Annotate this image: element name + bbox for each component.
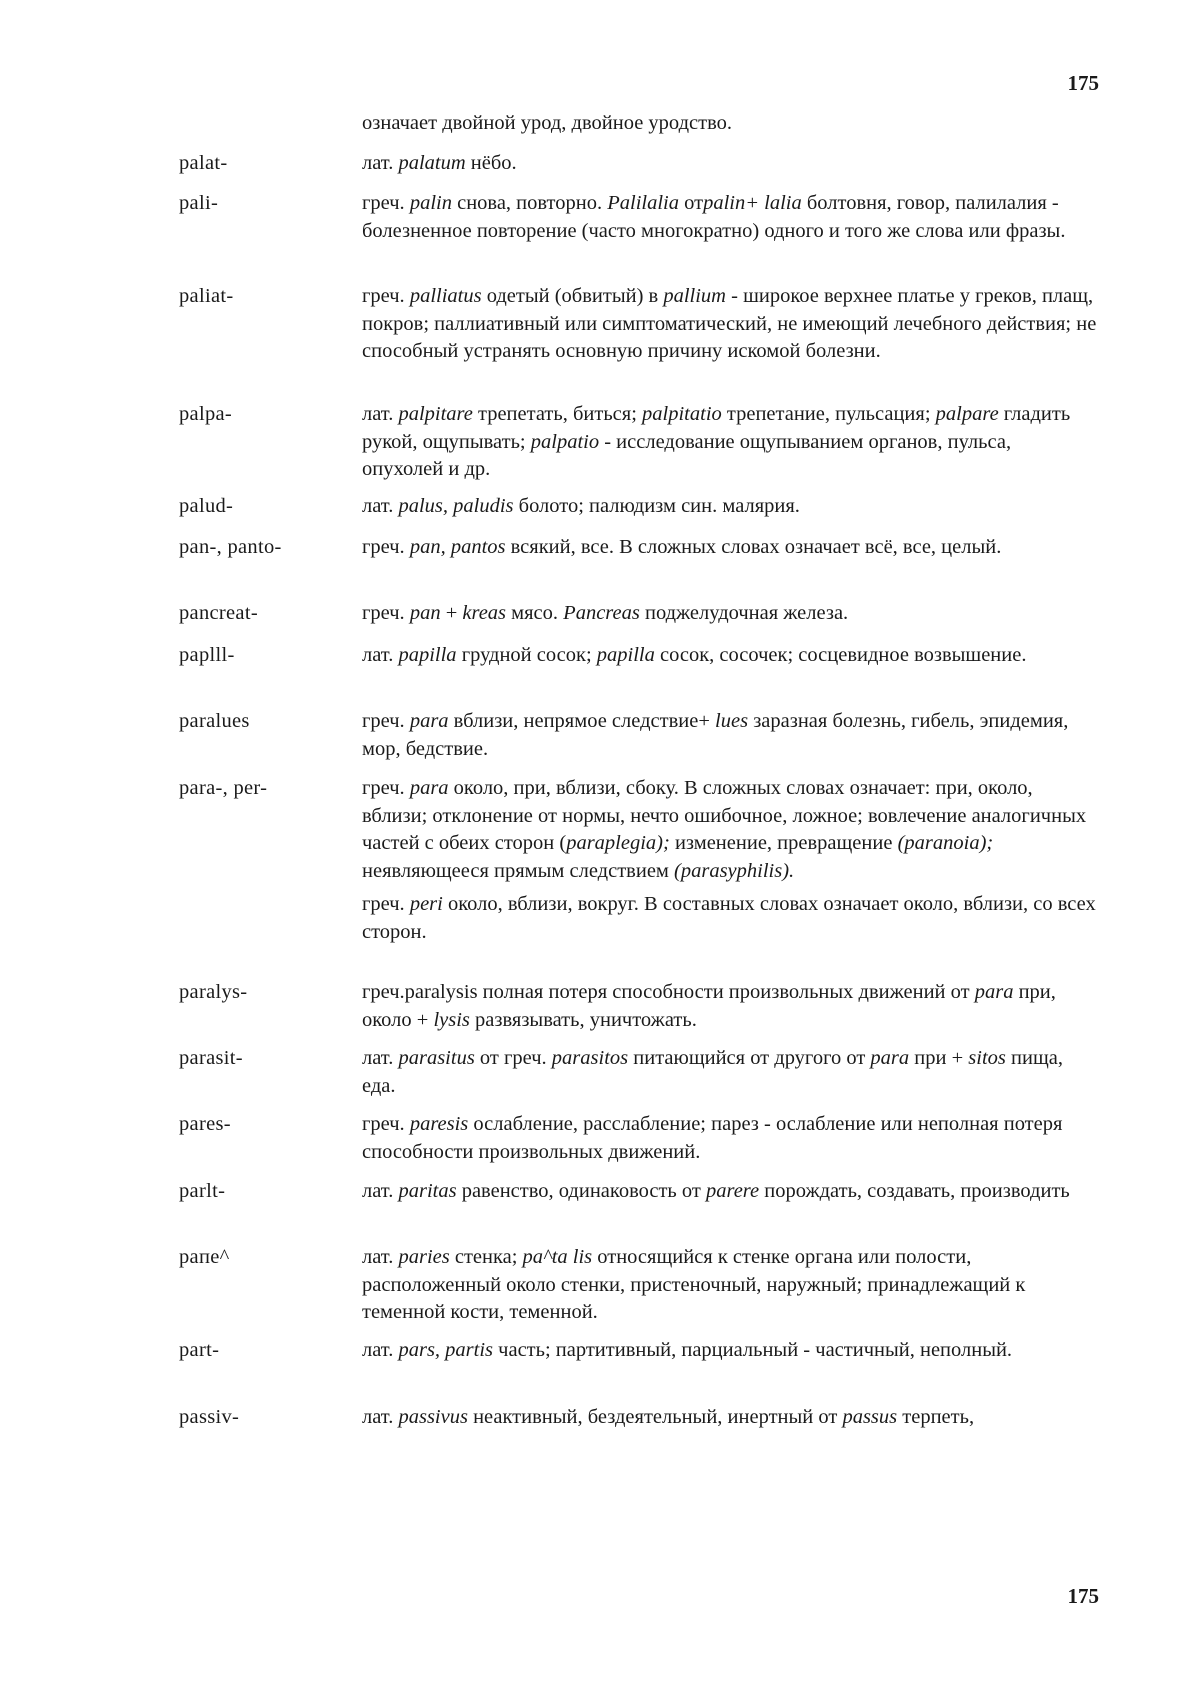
- entry-term: paralys-: [179, 981, 248, 1003]
- italic-term: para: [974, 981, 1014, 1003]
- definition-text: ослабление, расслабление; парез - ослабление или неполная потеря способности произвольных движений.: [362, 1113, 1063, 1163]
- definition-text: означает двойной урод, двойное уродство.: [362, 112, 732, 134]
- definition-text: гладить рукой, ощупывать;: [362, 403, 1071, 453]
- entry-term: part-: [179, 1339, 220, 1361]
- definition-text: около, вблизи, вокруг. В составных словах означает около, вблизи, со всех сторон.: [362, 893, 1096, 943]
- entry-term: paplll-: [179, 644, 235, 666]
- page-number-top: 175: [1067, 71, 1099, 95]
- definition-text: изменение, превращение: [669, 832, 898, 854]
- italic-term: pa^ta lis: [522, 1246, 593, 1268]
- italic-term: palus, paludis: [398, 495, 514, 517]
- definition-paragraph: [362, 110, 1097, 138]
- italic-term: palpitatio: [642, 403, 722, 425]
- entry-definition: [362, 493, 1097, 521]
- italic-term: paries: [398, 1246, 450, 1268]
- entry-definition: [362, 150, 1097, 178]
- definition-text: развязывать, уничтожать.: [469, 1008, 697, 1031]
- definition-text: равенство, одинаковость от: [456, 1180, 706, 1202]
- definition-paragraph: [362, 401, 1097, 484]
- italic-term: lysis: [433, 1008, 470, 1031]
- entry-term: pares-: [179, 1113, 231, 1135]
- italic-term: pars, partis: [398, 1339, 494, 1361]
- entry-term: parlt-: [179, 1180, 226, 1202]
- definition-paragraph: [362, 1337, 1097, 1365]
- italic-term: paraplegia);: [566, 832, 670, 854]
- entry-definition: [362, 1045, 1097, 1100]
- definition-text: греч.: [362, 602, 410, 624]
- entry-definition: [362, 110, 1097, 138]
- definition-paragraph: [362, 979, 1097, 1034]
- definition-text: питающийся от другого от: [628, 1047, 871, 1069]
- definition-text: лат.: [362, 152, 399, 174]
- definition-text: лат.: [362, 1246, 399, 1268]
- entry-definition: [362, 534, 1097, 562]
- italic-term: pallium: [663, 285, 726, 307]
- italic-term: Pancreas: [563, 602, 640, 624]
- definition-text: пища, еда.: [362, 1047, 1063, 1097]
- italic-term: parasitos: [551, 1047, 629, 1069]
- entry-term: pali-: [179, 192, 219, 214]
- definition-text: лат.: [362, 403, 399, 425]
- definition-text: греч.: [362, 192, 410, 214]
- definition-text: греч.: [362, 536, 410, 558]
- entry-term: palud-: [179, 495, 234, 517]
- definition-text: лат.: [362, 495, 399, 517]
- definition-text: болото; палюдизм син. малярия.: [513, 495, 800, 517]
- entry-definition: [362, 979, 1097, 1034]
- italic-term: palin+ lalia: [703, 192, 802, 214]
- definition-paragraph: [362, 1178, 1097, 1206]
- entry-definition: [362, 1337, 1097, 1365]
- definition-text: при, около +: [362, 981, 1056, 1031]
- definition-text: лат.: [362, 1180, 399, 1202]
- definition-paragraph: [362, 493, 1097, 521]
- definition-paragraph: [362, 283, 1097, 366]
- definition-text: лат.: [362, 644, 399, 666]
- definition-text: греч.: [362, 893, 410, 915]
- italic-term: para: [409, 777, 449, 799]
- definition-text: нёбо.: [465, 152, 517, 174]
- definition-paragraph: [362, 534, 1097, 562]
- entry-definition: [362, 642, 1097, 670]
- definition-text: грудной сосок;: [456, 644, 597, 666]
- italic-term: palin: [409, 192, 452, 214]
- entry-term: paпe^: [179, 1246, 230, 1268]
- definition-text: заразная болезнь, гибель, эпидемия, мор, бедствие.: [362, 710, 1069, 760]
- italic-term: lues: [715, 710, 749, 732]
- italic-term: passivus: [398, 1406, 468, 1428]
- italic-term: palpatio: [530, 430, 600, 453]
- definition-paragraph: [362, 1111, 1097, 1166]
- definition-text: - широкое верхнее платье у греков, плащ, покров; паллиативный или симптоматический, не имеющий лечебного действия; не способный устранять основную причину искомой болезни.: [362, 285, 1097, 362]
- entry-term: paliat-: [179, 285, 234, 307]
- definition-paragraph: [362, 1045, 1097, 1100]
- italic-term: pan, pantos: [409, 536, 506, 558]
- entry-definition: [362, 1244, 1097, 1327]
- entry-term: palpa-: [179, 403, 233, 425]
- definition-text: неявляющееся прямым следствием: [362, 859, 675, 882]
- definition-text: при +: [909, 1047, 969, 1069]
- italic-term: (paranoia);: [897, 832, 994, 854]
- entry-definition: [362, 708, 1097, 763]
- definition-text: лат.: [362, 1047, 399, 1069]
- definition-text: снова, повторно.: [451, 192, 608, 214]
- entry-term: pancreat-: [179, 602, 258, 624]
- italic-term: papilla: [596, 644, 655, 666]
- definition-text: болтовня, говор, палилалия - болезненное повторение (часто многократно) одного и того же слова или фразы.: [362, 192, 1066, 242]
- definition-text: терпеть,: [897, 1406, 975, 1428]
- definition-text: всякий, все. В сложных словах означает всё, все, целый.: [505, 536, 1002, 558]
- definition-text: одетый (обвитый) в: [481, 285, 664, 307]
- definition-text: сосок, сосочек; сосцевидное возвышение.: [654, 644, 1027, 666]
- definition-text: греч.: [362, 710, 410, 732]
- entry-definition: [362, 401, 1097, 484]
- italic-term: palpare: [935, 403, 999, 425]
- entry-definition: [362, 190, 1097, 245]
- definition-text: мясо.: [506, 602, 564, 624]
- definition-text: лат.: [362, 1406, 399, 1428]
- definition-text: лат.: [362, 1339, 399, 1361]
- definition-paragraph: [362, 600, 1097, 628]
- italic-term: (parasyphilis).: [674, 859, 795, 882]
- italic-term: papilla: [398, 644, 457, 666]
- definition-text: греч.: [362, 1113, 410, 1135]
- italic-term: paritas: [398, 1180, 457, 1202]
- italic-term: peri: [409, 893, 443, 915]
- definition-text: греч.paralysis полная потеря способности произвольных движений от: [362, 981, 975, 1003]
- definition-text: поджелудочная железа.: [639, 602, 849, 624]
- italic-term: Palilalia: [607, 192, 679, 214]
- italic-term: para: [870, 1047, 910, 1069]
- italic-term: pan: [409, 602, 441, 624]
- definition-text: стенка;: [449, 1246, 523, 1268]
- definition-text: вблизи, непрямое следствие+: [448, 710, 716, 732]
- definition-paragraph: [362, 150, 1097, 178]
- definition-text: трепетать, биться;: [472, 403, 643, 425]
- definition-text: от: [678, 192, 704, 214]
- entry-definition: [362, 600, 1097, 628]
- italic-term: kreas: [462, 602, 507, 624]
- definition-paragraph: [362, 190, 1097, 245]
- entry-definition: [362, 775, 1097, 946]
- definition-text: греч.: [362, 285, 410, 307]
- entry-definition: [362, 283, 1097, 366]
- entry-term: paralues: [179, 710, 250, 732]
- definition-text: от греч.: [474, 1047, 552, 1069]
- italic-term: parasitus: [398, 1047, 475, 1069]
- entry-term: pan-, panto-: [179, 536, 282, 558]
- italic-term: sitos: [968, 1047, 1006, 1069]
- entry-term: para-, per-: [179, 777, 268, 799]
- definition-text: греч.: [362, 777, 410, 799]
- italic-term: palliatus: [409, 285, 482, 307]
- definition-text: +: [440, 602, 463, 624]
- entry-definition: [362, 1111, 1097, 1166]
- definition-text: часть; партитивный, парциальный - частичный, неполный.: [493, 1339, 1013, 1361]
- definition-paragraph: [362, 1404, 1097, 1432]
- italic-term: parere: [705, 1180, 760, 1202]
- entry-term: palat-: [179, 152, 228, 174]
- entry-definition: [362, 1404, 1097, 1432]
- definition-paragraph: [362, 1244, 1097, 1327]
- italic-term: paresis: [409, 1113, 469, 1135]
- definition-text: неактивный, бездеятельный, инертный от: [467, 1406, 843, 1428]
- definition-paragraph: [362, 708, 1097, 763]
- entry-term: parasit-: [179, 1047, 243, 1069]
- definition-text: - исследование ощупыванием органов, пульса, опухолей и др.: [362, 430, 1012, 480]
- definition-text: около, при, вблизи, сбоку. В сложных словах означает: при, около, вблизи; отклонение от нормы, нечто ошибочное, ложное; вовлечение аналогичных частей с обеих сторон (: [362, 777, 1087, 854]
- definition-text: порождать, создавать, производить: [759, 1180, 1070, 1202]
- italic-term: passus: [842, 1406, 898, 1428]
- definition-text: трепетание, пульсация;: [721, 403, 936, 425]
- italic-term: para: [409, 710, 449, 732]
- entry-definition: [362, 1178, 1097, 1206]
- definition-paragraph: [362, 891, 1097, 946]
- italic-term: palatum: [398, 152, 466, 174]
- page-number-bottom: 175: [1067, 1584, 1099, 1608]
- entry-term: passiv-: [179, 1406, 240, 1428]
- italic-term: palpitare: [398, 403, 473, 425]
- definition-paragraph: [362, 642, 1097, 670]
- definition-text: относящийся к стенке органа или полости, расположенный около стенки, пристеночный, наружный; принадлежащий к теменной кости, теменной.: [362, 1246, 1026, 1323]
- definition-paragraph: [362, 775, 1097, 885]
